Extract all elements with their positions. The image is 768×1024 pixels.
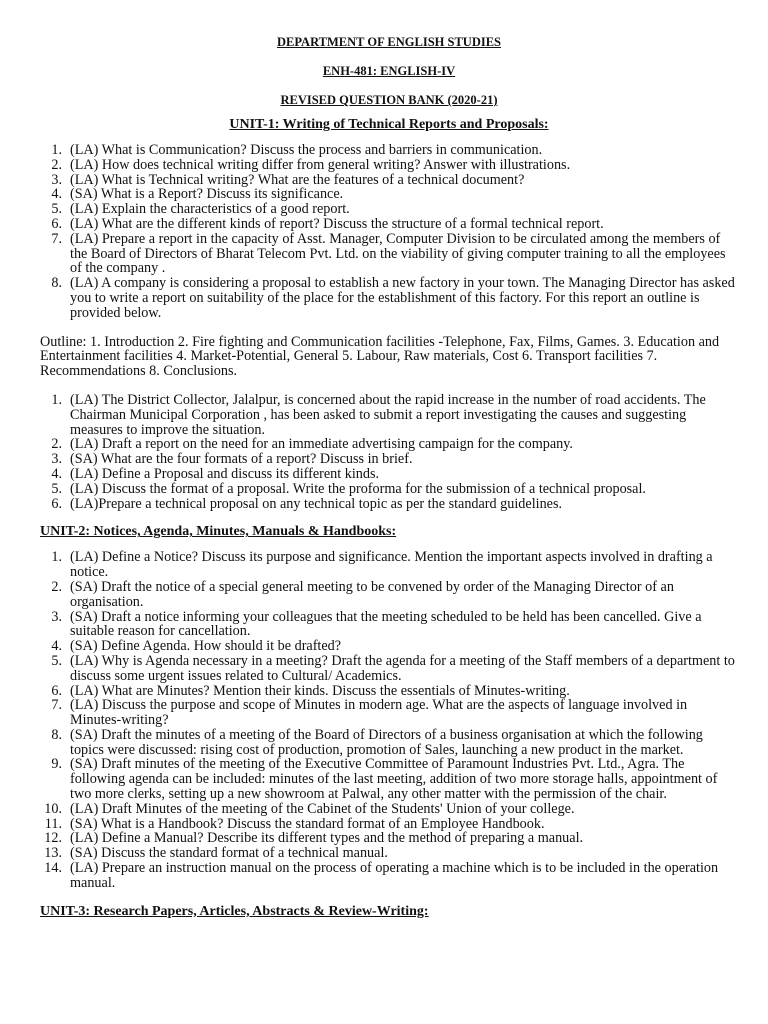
question-text: (LA) Discuss the format of a proposal. Write the proforma for the submission of a technical proposal. xyxy=(70,480,646,497)
unit-1-b-question-4 xyxy=(40,467,738,482)
question-text: (SA) Define Agenda. How should it be drafted? xyxy=(70,638,342,655)
question-text: (LA) A company is considering a proposal to establish a new factory in your town. The Managing Director has asked you to write a report on suitability of the place for the establishment of this factory. For this report an outline is provided below. xyxy=(70,275,735,321)
question-number: 10. xyxy=(44,800,62,817)
question-number: 14. xyxy=(44,860,62,877)
question-number: 3. xyxy=(51,451,62,468)
question-number: 12. xyxy=(44,830,62,847)
question-text: (LA)Prepare a technical proposal on any technical topic as per the standard guidelines. xyxy=(70,495,563,512)
question-text: (SA) What is a Report? Discuss its significance. xyxy=(70,186,344,203)
question-text: (LA) Define a Notice? Discuss its purpose and significance. Mention the important aspects involved in drafting a notice. xyxy=(70,549,713,581)
question-text: (LA) Define a Manual? Describe its different types and the method of preparing a manual. xyxy=(70,830,584,847)
question-text: (SA) What is a Handbook? Discuss the standard format of an Employee Handbook. xyxy=(70,815,545,832)
unit-1-question-5 xyxy=(40,202,738,217)
question-number: 4. xyxy=(51,465,62,482)
unit-1-question-8 xyxy=(40,276,738,320)
question-number: 2. xyxy=(51,578,62,595)
unit-1-question-1 xyxy=(40,143,738,158)
question-number: 1. xyxy=(51,391,62,408)
question-text: (LA) Draft a report on the need for an immediate advertising campaign for the company. xyxy=(70,436,573,453)
unit-2-question-1 xyxy=(40,550,738,580)
question-number: 5. xyxy=(51,480,62,497)
question-text: (SA) Draft a notice informing your colleagues that the meeting scheduled to be held has been cancelled. Give a suitable reason for cancellation. xyxy=(70,608,702,640)
unit-2-question-2 xyxy=(40,580,738,610)
question-text: (LA) What is Technical writing? What are the features of a technical document? xyxy=(70,171,525,188)
question-number: 11. xyxy=(44,815,62,832)
unit-2-question-12 xyxy=(40,831,738,846)
question-number: 4. xyxy=(51,186,62,203)
unit-3-title: UNIT-3: Research Papers, Articles, Abstracts & Review-Writing: xyxy=(40,903,429,919)
unit-2-question-11 xyxy=(40,817,738,832)
unit-1-b-question-3 xyxy=(40,452,738,467)
question-text: (LA) How does technical writing differ from general writing? Answer with illustrations. xyxy=(70,156,571,173)
question-number: 5. xyxy=(51,201,62,218)
unit-1-question-3 xyxy=(40,173,738,188)
question-text: (LA) What are the different kinds of report? Discuss the structure of a formal technical report. xyxy=(70,215,604,232)
unit-2-question-13 xyxy=(40,846,738,861)
question-number: 2. xyxy=(51,156,62,173)
question-text: (LA) What are Minutes? Mention their kinds. Discuss the essentials of Minutes-writing. xyxy=(70,682,570,699)
unit-1-question-2 xyxy=(40,158,738,173)
unit-1-question-list xyxy=(40,143,738,321)
department-heading: DEPARTMENT OF ENGLISH STUDIES xyxy=(276,35,502,49)
unit-2-question-7 xyxy=(40,698,738,728)
unit-1-b-question-2 xyxy=(40,437,738,452)
question-text: (LA) Prepare a report in the capacity of Asst. Manager, Computer Division to be circulated among the members of the Board of Directors of Bharat Telecom Pvt. Ltd. on the viability of giving computer training to all the employees of the company . xyxy=(70,230,726,277)
unit-2-question-6 xyxy=(40,684,738,699)
question-number: 6. xyxy=(51,682,62,699)
unit-1-question-6 xyxy=(40,217,738,232)
unit-2-question-8 xyxy=(40,728,738,758)
question-text: (LA) The District Collector, Jalalpur, is concerned about the rapid increase in the number of road accidents. The Chairman Municipal Corporation , has been asked to submit a report investigating the causes and suggesting measures to improve the situation. xyxy=(70,391,706,438)
unit-1-b-question-6 xyxy=(40,497,738,512)
question-number: 7. xyxy=(51,697,62,714)
question-number: 8. xyxy=(51,726,62,743)
unit-2-question-9 xyxy=(40,757,738,801)
question-number: 9. xyxy=(51,756,62,773)
unit-2-question-list xyxy=(40,550,738,890)
question-text: (SA) Draft the minutes of a meeting of the Board of Directors of a business organisation at which the following topics were discussed: rising cost of production, promotion of Sales, launching a new product in the market. xyxy=(70,726,703,758)
question-number: 3. xyxy=(51,608,62,625)
question-text: (LA) Discuss the purpose and scope of Minutes in modern age. What are the aspects of language involved in Minutes-writing? xyxy=(70,697,688,729)
unit-1-title: UNIT-1: Writing of Technical Reports and Proposals: xyxy=(229,117,549,132)
question-text: (LA) What is Communication? Discuss the process and barriers in communication. xyxy=(70,142,543,158)
unit-2-question-5 xyxy=(40,654,738,684)
question-number: 7. xyxy=(51,230,62,247)
question-number: 2. xyxy=(51,436,62,453)
unit-2-question-14 xyxy=(40,861,738,891)
question-text: (SA) Draft minutes of the meeting of the Executive Committee of Paramount Industries Pvt. Ltd., Agra. The following agenda can be included: minutes of the last meeting, addition of two more storage halls, appointment of two more clerks, setting up a new showroom at Palwal, any other matter with the permission of the chair. xyxy=(70,756,718,803)
unit-2-question-10 xyxy=(40,802,738,817)
unit-2-title: UNIT-2: Notices, Agenda, Minutes, Manuals & Handbooks: xyxy=(40,524,397,540)
question-text: (LA) Why is Agenda necessary in a meeting? Draft the agenda for a meeting of the Staff members of a department to discuss some urgent issues related to Cultural/ Academics. xyxy=(70,652,735,684)
question-text: (SA) Discuss the standard format of a technical manual. xyxy=(70,845,388,862)
question-text: (LA) Prepare an instruction manual on the process of operating a machine which is to be included in the operation manual. xyxy=(70,860,719,891)
unit-1-question-4 xyxy=(40,187,738,202)
report-outline: Outline: 1. Introduction 2. Fire fighting and Communication facilities -Telephone, Fax, Films, Games. 3. Education and Entertainment facilities 4. Market-Potential, General 5. Labour, Raw materials, Cost 6. Transport facilities 7. Recommendations 8. Conclusions. xyxy=(40,333,720,380)
unit-1-b-question-5 xyxy=(40,482,738,497)
question-text: (LA) Define a Proposal and discuss its different kinds. xyxy=(70,465,380,482)
course-heading: ENH-481: ENGLISH-IV xyxy=(322,64,456,78)
question-number: 4. xyxy=(51,638,62,655)
unit-2-question-3 xyxy=(40,610,738,640)
unit-1-b-question-1 xyxy=(40,393,738,437)
question-number: 8. xyxy=(51,275,62,292)
question-text: (SA) Draft the notice of a special general meeting to be convened by order of the Managing Director of an organisation. xyxy=(70,578,674,610)
unit-2-question-4 xyxy=(40,639,738,654)
question-text: (SA) What are the four formats of a report? Discuss in brief. xyxy=(70,451,413,468)
question-number: 1. xyxy=(51,142,62,158)
question-number: 3. xyxy=(51,171,62,188)
question-number: 1. xyxy=(51,549,62,566)
question-number: 5. xyxy=(51,652,62,669)
question-text: (LA) Draft Minutes of the meeting of the Cabinet of the Students' Union of your college. xyxy=(70,800,575,817)
question-bank-heading: REVISED QUESTION BANK (2020-21) xyxy=(280,93,498,107)
question-number: 6. xyxy=(51,495,62,512)
question-text: (LA) Explain the characteristics of a good report. xyxy=(70,201,350,218)
question-number: 6. xyxy=(51,215,62,232)
unit-1-second-question-list xyxy=(40,393,738,511)
unit-1-question-7 xyxy=(40,232,738,276)
question-number: 13. xyxy=(44,845,62,862)
